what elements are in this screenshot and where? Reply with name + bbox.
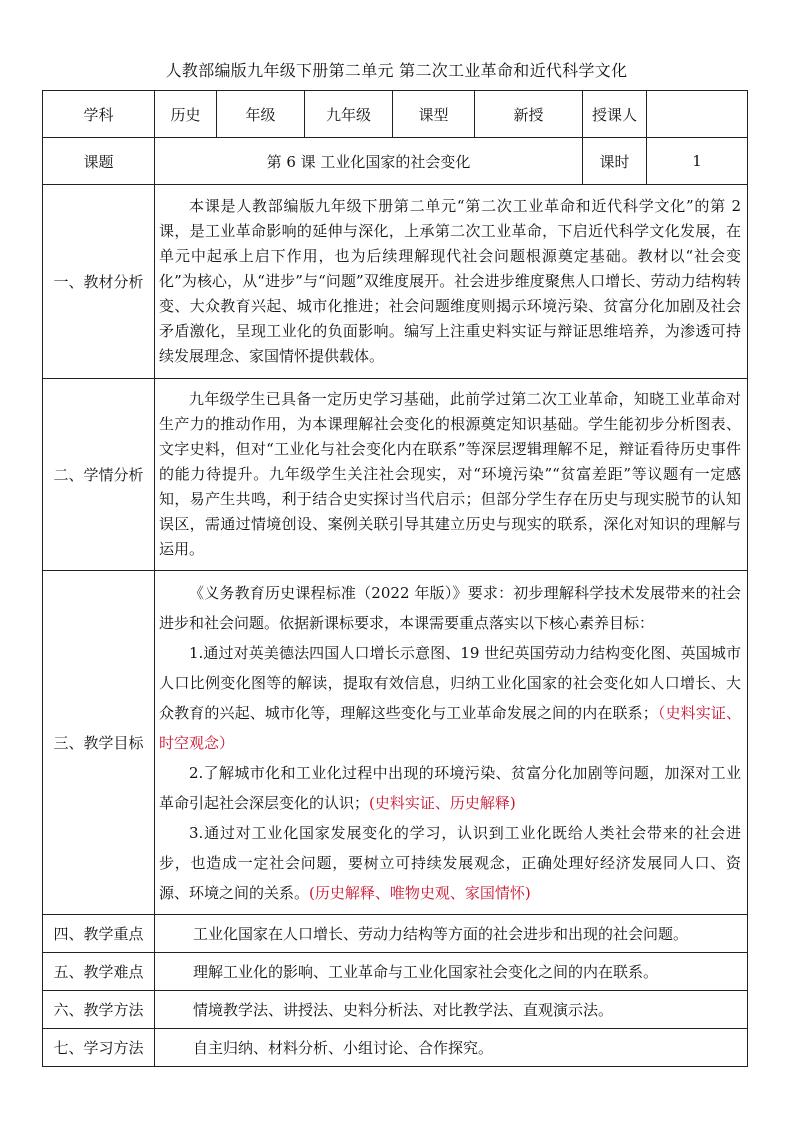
goal-2 (159, 758, 741, 818)
hours-value: 1 (647, 138, 748, 185)
teacher-value (647, 91, 748, 138)
difficulty-label: 五、教学难点 (43, 953, 155, 991)
textbook-analysis-text: 本课是人教部编版九年级下册第二单元“第二次工业革命和近代科学文化”的第 2 课，是工业革命影响的延伸与深化，上承第二次工业革命，下启近代科学文化发展，在单元中起承上启下作用，也为后续理解现代社会问题根源奠定基础。教材以“社会变化”为核心，从“进步”与“问题”双维度展开。社会进步维度聚焦人口增长、劳动力结构转变、大众教育兴起、城市化推进；社会问题维度则揭示环境污染、贫富分化加剧及社会矛盾激化，呈现工业化的负面影响。编写上注重史料实证与辩证思维培养，为渗透可持续发展理念、家国情怀提供载体。 (159, 197, 741, 365)
info-row (43, 91, 748, 138)
student-analysis-cell (155, 379, 748, 571)
textbook-analysis-row (43, 185, 748, 379)
key-point-row (43, 915, 748, 953)
topic-value: 第 6 课 工业化国家的社会变化 (155, 138, 583, 185)
goal-1 (159, 638, 741, 758)
goal-2-text: 2.了解城市化和工业化过程中出现的环境污染、贫富分化加剧等问题，加深对工业革命引起社会深层变化的认识； (159, 763, 741, 812)
teaching-method-label: 六、教学方法 (43, 991, 155, 1029)
key-point-label: 四、教学重点 (43, 915, 155, 953)
difficulty-text: 理解工业化的影响、工业革命与工业化国家社会变化之间的内在联系。 (155, 953, 748, 991)
subject-value: 历史 (155, 91, 217, 138)
goal-3-tag: (历史解释、唯物史观、家国情怀) (309, 883, 531, 902)
teaching-goals-label: 三、教学目标 (43, 571, 155, 915)
goal-1-tag: （史料实证、时空观念） (159, 703, 741, 752)
textbook-analysis-cell (155, 185, 748, 379)
type-label: 课型 (393, 91, 475, 138)
grade-value: 九年级 (305, 91, 393, 138)
topic-label: 课题 (43, 138, 155, 185)
grade-label: 年级 (217, 91, 305, 138)
type-value: 新授 (475, 91, 583, 138)
hours-label: 课时 (583, 138, 647, 185)
goal-2-tag: (史料实证、历史解释) (369, 793, 516, 812)
student-analysis-row (43, 379, 748, 571)
learning-method-label: 七、学习方法 (43, 1029, 155, 1067)
goals-intro: 《义务教育历史课程标准（2022 年版）》要求：初步理解科学技术发展带来的社会进步和社会问题。依据新课标要求，本课需要重点落实以下核心素养目标： (159, 583, 741, 632)
lesson-plan-table (42, 90, 748, 1067)
topic-row (43, 138, 748, 185)
teaching-goals-cell (155, 571, 748, 915)
textbook-analysis-label: 一、教材分析 (43, 185, 155, 379)
goal-3 (159, 818, 741, 908)
key-point-text: 工业化国家在人口增长、劳动力结构等方面的社会进步和出现的社会问题。 (155, 915, 748, 953)
goal-3-text: 3.通过对工业化国家发展变化的学习，认识到工业化既给人类社会带来的社会进步，也造成一定社会问题，要树立可持续发展观念，正确处理好经济发展同人口、资源、环境之间的关系。 (159, 823, 741, 902)
teaching-method-row (43, 991, 748, 1029)
document-title: 人教部编版九年级下册第二单元 第二次工业革命和近代科学文化 (165, 61, 628, 80)
teaching-goals-row (43, 571, 748, 915)
difficulty-row (43, 953, 748, 991)
student-analysis-label: 二、学情分析 (43, 379, 155, 571)
learning-method-text: 自主归纳、材料分析、小组讨论、合作探究。 (155, 1029, 748, 1067)
goal-1-text: 1.通过对英美德法四国人口增长示意图、19 世纪英国劳动力结构变化图、英国城市人口比例变化图等的解读，提取有效信息，归纳工业化国家的社会变化如人口增长、大众教育的兴起、城市化等，理解这些变化与工业革命发展之间的内在联系； (159, 643, 741, 722)
teacher-label: 授课人 (583, 91, 647, 138)
student-analysis-text: 九年级学生已具备一定历史学习基础，此前学过第二次工业革命，知晓工业革命对生产力的推动作用，为本课理解社会变化的根源奠定知识基础。学生能初步分析图表、文字史料，但对“工业化与社会变化内在联系”等深层逻辑理解不足，辩证看待历史事件的能力待提升。九年级学生关注社会现实，对“环境污染”“贫富差距”等议题有一定感知，易产生共鸣，利于结合史实探讨当代启示；但部分学生存在历史与现实脱节的认知误区，需通过情境创设、案例关联引导其建立历史与现实的联系，深化对知识的理解与运用。 (159, 390, 741, 558)
learning-method-row (43, 1029, 748, 1067)
teaching-method-text: 情境教学法、讲授法、史料分析法、对比教学法、直观演示法。 (155, 991, 748, 1029)
subject-label: 学科 (43, 91, 155, 138)
